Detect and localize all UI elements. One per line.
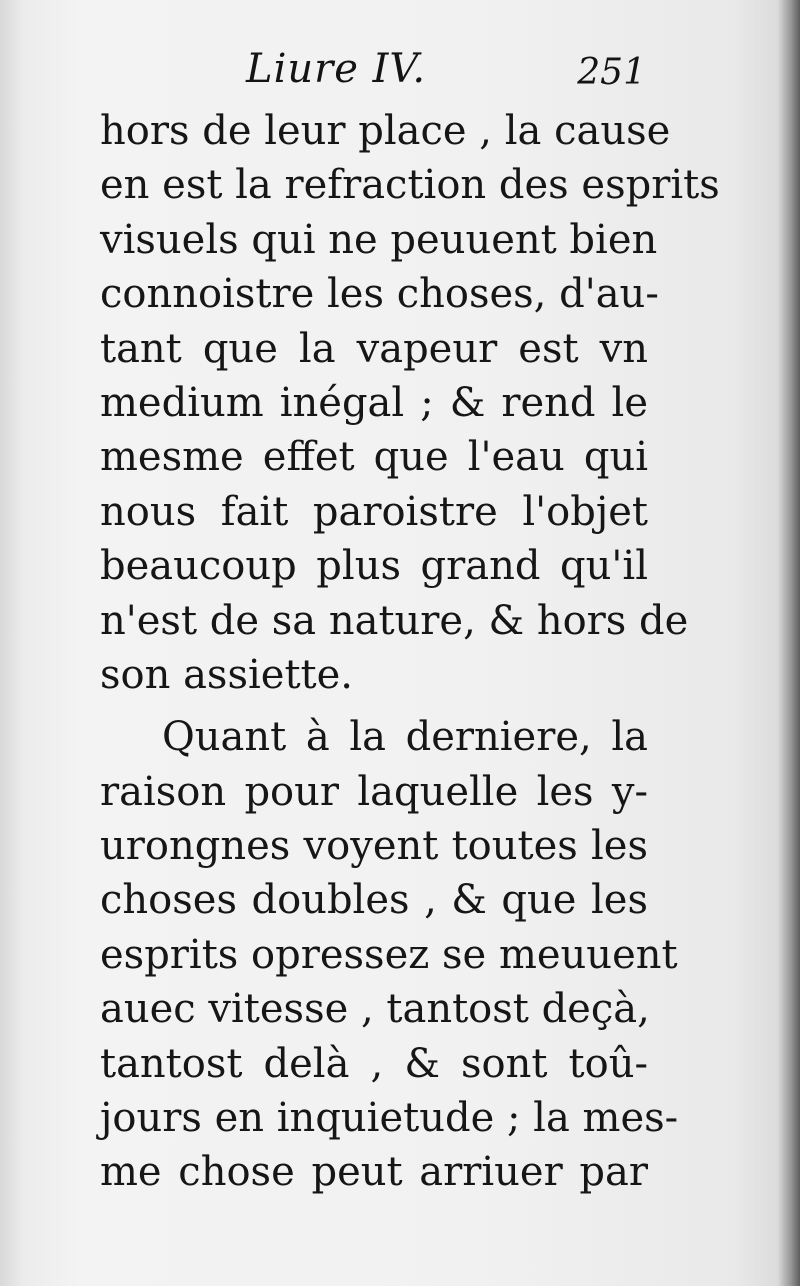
paragraph-1 xyxy=(100,104,720,702)
text-line: auec vitesse , tantost deçà, xyxy=(100,986,650,1033)
text-line: beaucoup plus grand qu'il xyxy=(100,543,648,590)
page-number: 251 xyxy=(577,52,646,93)
text-line: connoistre les choses, d'au- xyxy=(100,271,659,318)
text-line: urongnes voyent toutes les xyxy=(100,823,648,870)
text-line: en est la refraction des esprits xyxy=(100,162,720,209)
text-line: medium inégal ; & rend le xyxy=(100,379,648,426)
paragraph-gap xyxy=(100,702,648,710)
text-line: esprits opressez se meuuent xyxy=(100,931,678,978)
text-line: Quant à la derniere, la xyxy=(162,714,648,761)
text-line: visuels qui ne peuuent bien xyxy=(100,216,658,263)
text-line: choses doubles , & que les xyxy=(100,877,648,924)
text-line: hors de leur place , la cause xyxy=(100,108,671,154)
text-line: me chose peut arriuer par xyxy=(100,1149,648,1196)
body-text xyxy=(100,104,720,1200)
running-head xyxy=(100,40,648,100)
paragraph-2 xyxy=(100,710,679,1200)
text-line: nous fait paroistre l'objet xyxy=(100,488,648,535)
text-line: tant que la vapeur est vn xyxy=(100,325,648,372)
text-line: son assiette. xyxy=(100,651,353,698)
running-title: Liure IV. xyxy=(246,46,427,92)
text-line: tantost delà , & sont toû- xyxy=(100,1040,648,1087)
text-line: raison pour laquelle les y- xyxy=(100,768,648,815)
text-line: jours en inquietude ; la mes- xyxy=(100,1095,679,1142)
text-line: n'est de sa nature, & hors de xyxy=(100,597,689,644)
text-line: mesme effet que l'eau qui xyxy=(100,434,648,481)
